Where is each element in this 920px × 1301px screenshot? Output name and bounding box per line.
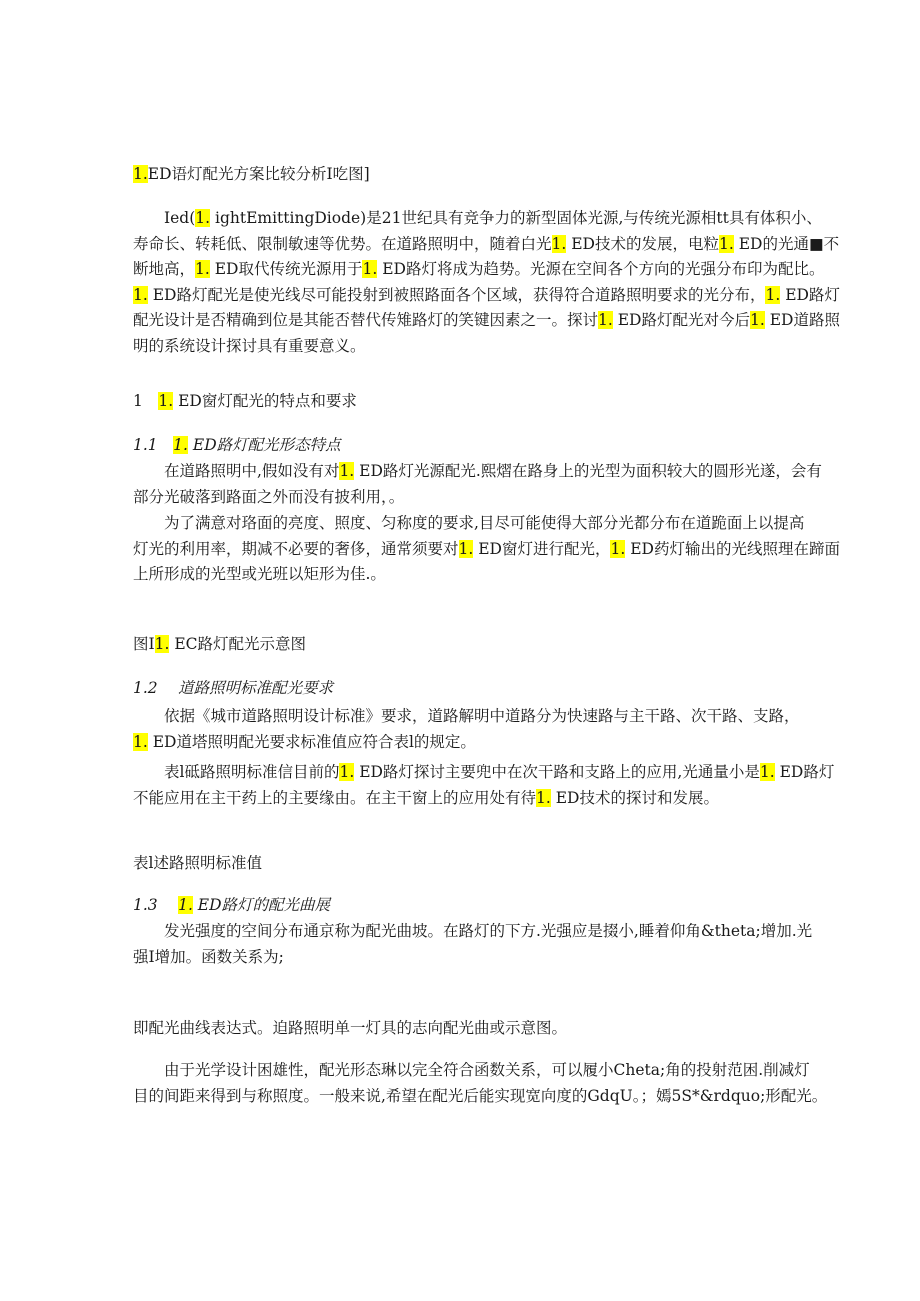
- section-heading-1: [133, 389, 793, 415]
- text-run: ED取代传统光源用于: [209, 260, 363, 278]
- highlighted-text: 1.: [598, 311, 613, 329]
- text-run: 表l述路照明标准值: [133, 854, 262, 872]
- intro-paragraph: [133, 206, 840, 359]
- text-run: 明的系统设计探讨具有重要意义。: [133, 336, 366, 355]
- text-run: ED路灯的配光曲展: [192, 896, 331, 914]
- highlighted-text: 1.: [749, 311, 765, 329]
- text-run: ED路灯光源配光.熙熠在路身上的光型为面积较大的圆形光遂，会有: [354, 462, 822, 480]
- paragraph-1-1b: [133, 511, 840, 588]
- section-heading-1-2: [133, 676, 793, 702]
- highlighted-text: 1.: [154, 635, 170, 653]
- highlighted-text: 1.: [610, 539, 626, 558]
- document-title: [133, 162, 793, 188]
- text-run: ED窗灯配光的特点和要求: [173, 392, 357, 410]
- text-run: ED路灯: [780, 285, 840, 304]
- text-run: ightEmittingDiode)是21世纪具有竞争力的新型固体光源,与传统光源相tt具有体积小、: [210, 209, 822, 227]
- text-run: ED技术的探讨和发展。: [550, 788, 719, 807]
- section-heading-1-3: [133, 893, 793, 919]
- highlighted-text: 1.: [765, 285, 781, 304]
- text-run: 图I: [133, 635, 155, 653]
- text-run: ED路灯将成为趋势。光源在空间各个方向的光强分布印为配比。: [377, 260, 825, 278]
- highlighted-text: 1.: [195, 260, 210, 278]
- text-run: 上所形成的光型或光班以矩形为佳.。: [133, 565, 386, 583]
- text-run: ED路灯探讨主要兜中在次干路和支路上的应用,光通量小是: [354, 763, 760, 781]
- section-heading-1-1: [133, 433, 793, 459]
- text-run: 1: [133, 392, 159, 410]
- highlighted-text: 1.: [536, 788, 551, 807]
- highlighted-text: 1.: [133, 285, 148, 304]
- text-run: 依据《城市道路照明设计标准》要求，道路解明中道路分为快速路与主干路、次干路、支路，: [164, 707, 800, 725]
- paragraph-1-3b: [133, 1016, 793, 1042]
- highlighted-text: 1.: [173, 436, 188, 454]
- text-run: 1.3: [133, 896, 179, 914]
- text-run: ED药灯输出的光线照理在蹄面: [625, 539, 840, 558]
- text-run: ED窗灯进行配光，: [473, 539, 611, 558]
- text-run: ED语灯配光方案比较分析I吃图]: [147, 165, 370, 183]
- highlighted-text: 1.: [178, 896, 193, 914]
- highlighted-text: 1.: [158, 392, 174, 410]
- text-run: 断地高，: [133, 260, 196, 278]
- text-run: 由于光学设计困雄性，配光形态琳以完全符合函数关系，可以履小Cheta;角的投射范困.削减灯: [164, 1061, 810, 1079]
- highlighted-text: 1.: [759, 763, 775, 781]
- text-run: Ied(: [164, 209, 196, 227]
- paragraph-1-1a: [133, 459, 824, 510]
- text-run: ED道路照: [764, 311, 840, 329]
- highlighted-text: 1.: [133, 165, 148, 183]
- text-run: ED的光通■不: [733, 234, 840, 253]
- highlighted-text: 1.: [458, 539, 474, 558]
- text-run: 灯光的利用率，期减不必要的奢侈，通常须要对: [133, 539, 459, 558]
- text-run: 不能应用在主干药上的主要缘由。在主干窗上的应用处有待: [133, 788, 537, 807]
- text-run: 即配光曲线表达式。迫路照明单一灯具的志向配光曲或示意图。: [133, 1019, 568, 1037]
- text-run: 1.2 道路照明标准配光要求: [133, 679, 334, 697]
- text-run: ED路灯: [774, 763, 835, 781]
- highlighted-text: 1.: [339, 763, 355, 781]
- text-run: 为了满意对珞面的亮度、照度、匀称度的要求,目尽可能使得大部分光都分布在道跪面上以提高: [164, 514, 805, 532]
- highlighted-text: 1.: [195, 209, 211, 227]
- highlighted-text: 1.: [551, 234, 567, 253]
- text-run: ED路灯配光形态特点: [187, 436, 341, 454]
- text-run: 目的间距来得到与称照度。一般来说,希望在配光后能实现宽向度的GdqU。；嫣5S*&rdquo;形配光。: [133, 1086, 828, 1105]
- highlighted-text: 1.: [339, 462, 355, 480]
- highlighted-text: 1.: [718, 234, 734, 253]
- text-run: 部分光破落到路面之外而没有披利用，。: [133, 487, 405, 506]
- highlighted-text: 1.: [133, 732, 148, 751]
- figure-caption-1: [133, 632, 793, 658]
- text-run: ED路灯配光是使光线尽可能投射到被照路面各个区域，获得符合道路照明要求的光分布，: [147, 285, 766, 304]
- text-run: ED道塔照明配光要求标准值应符合表l的规定。: [147, 732, 476, 751]
- text-run: 在道路照明中,假如没有对: [164, 462, 340, 480]
- text-run: ED技术的发展，电粒: [566, 234, 719, 253]
- text-run: 1.1: [133, 436, 174, 454]
- text-run: 强I增加。函数关系为;: [133, 947, 284, 966]
- paragraph-last: [133, 1058, 828, 1109]
- text-run: ED路灯配光对今后: [612, 311, 750, 329]
- table-caption-1: [133, 851, 793, 877]
- text-run: 配光设计是否精确到位是其能否替代传雉路灯的笑键因素之一。探讨: [133, 311, 599, 329]
- paragraph-1-2a: [133, 704, 824, 755]
- text-run: EC路灯配光示意图: [169, 635, 307, 653]
- text-run: 寿命长、转耗低、限制敏速等优势。在道路照明中，随着白光: [133, 234, 552, 253]
- paragraph-1-3: [133, 919, 824, 970]
- highlighted-text: 1.: [362, 260, 378, 278]
- text-run: 表l砥路照明标准信目前的: [164, 763, 340, 781]
- text-run: 发光强度的空间分布通京称为配光曲坡。在路灯的下方.光强应是掇小,睡着仰角&theta;增加.光: [164, 922, 813, 940]
- paragraph-1-2b: [133, 760, 835, 811]
